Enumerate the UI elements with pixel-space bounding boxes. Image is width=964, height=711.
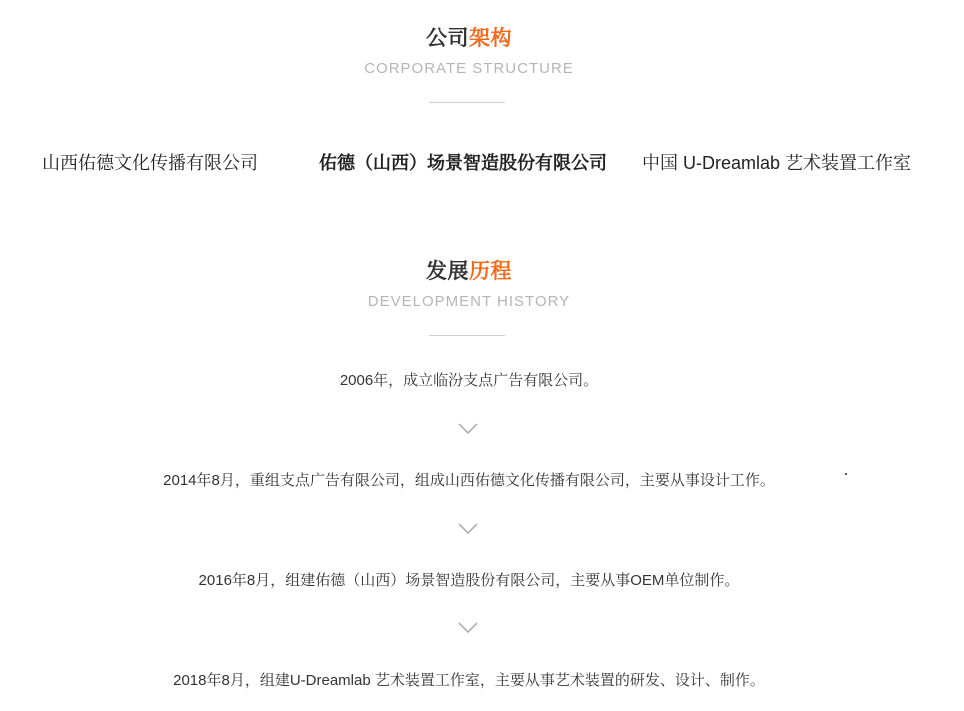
milestone-item: 2016年8月，组建佑德（山西）场景智造股份有限公司，主要从事OEM单位制作。: [198, 572, 740, 589]
company-item: 山西佑德文化传播有限公司: [42, 153, 258, 173]
structure-title-accent: 架构: [469, 27, 512, 50]
structure-divider: [429, 102, 505, 103]
history-title-main: 发展: [426, 260, 469, 283]
structure-title-main: 公司: [426, 27, 469, 50]
structure-title: [0, 22, 938, 52]
history-divider: [429, 335, 505, 336]
history-subtitle: DEVELOPMENT HISTORY: [367, 293, 571, 310]
chevron-down-icon: [458, 622, 478, 634]
milestone-item: 2018年8月，组建U-Dreamlab 艺术装置工作室，主要从事艺术装置的研发、设计、制作。: [173, 672, 765, 689]
structure-subtitle: CORPORATE STRUCTURE: [364, 60, 574, 77]
milestone-item: 2006年，成立临汾支点广告有限公司。: [339, 372, 599, 389]
company-item: 佑德（山西）场景智造股份有限公司: [319, 153, 607, 173]
chevron-down-icon: [458, 423, 478, 435]
decorative-dot: [845, 473, 847, 475]
company-item: 中国 U-Dreamlab 艺术装置工作室: [642, 153, 912, 173]
history-title: [0, 255, 938, 285]
chevron-down-icon: [458, 523, 478, 535]
history-title-accent: 历程: [469, 260, 512, 283]
milestone-item: 2014年8月，重组支点广告有限公司，组成山西佑德文化传播有限公司，主要从事设计工作。: [163, 472, 775, 489]
